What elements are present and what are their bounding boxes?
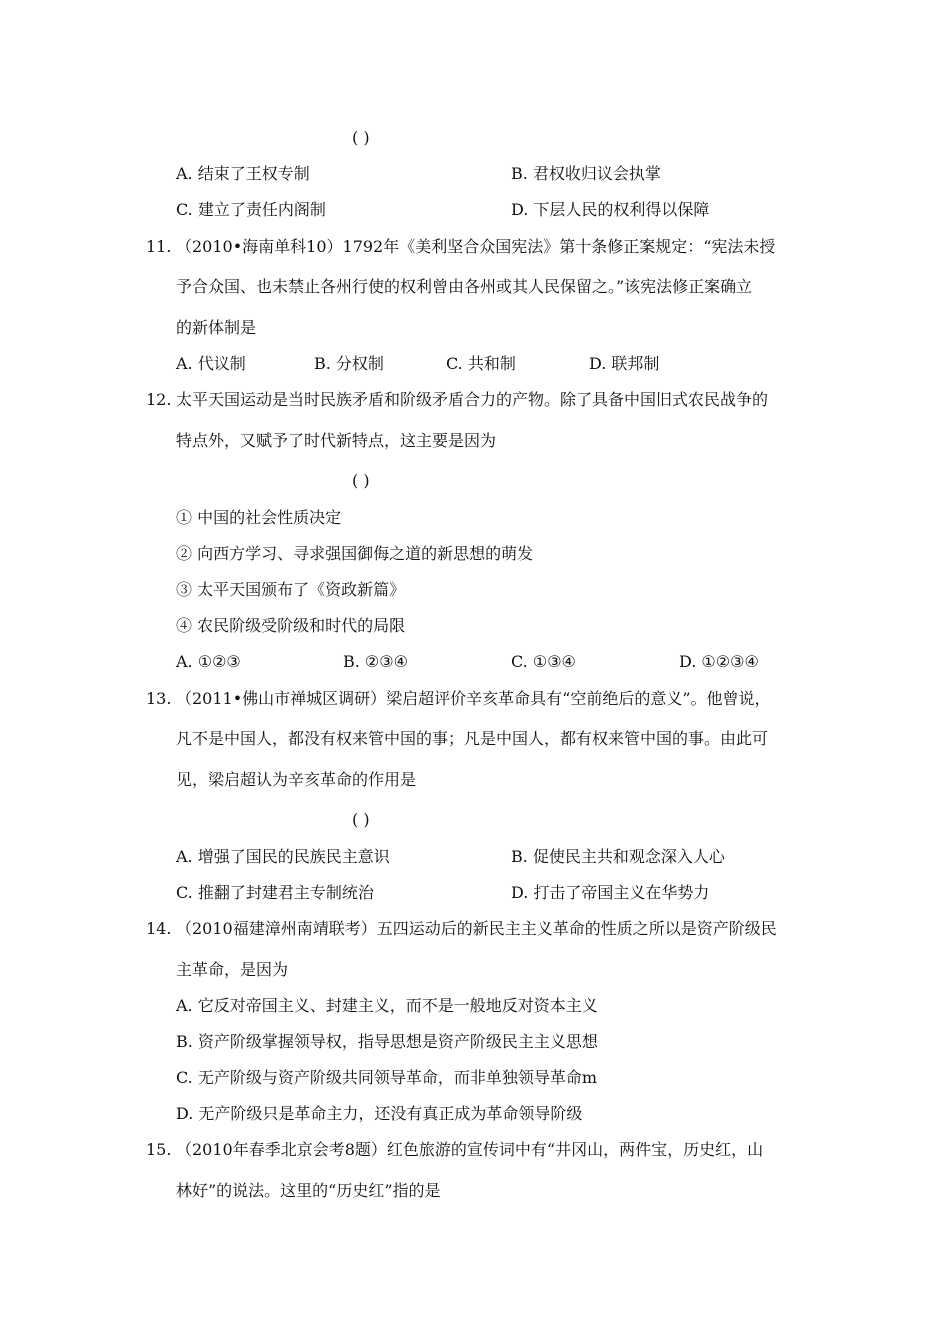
option-a: A. 增强了国民的民族民主意识 (176, 847, 390, 866)
option-a: A. 它反对帝国主义、封建主义，而不是一般地反对资本主义 (176, 996, 598, 1015)
statement-item: ① 中国的社会性质决定 (176, 508, 342, 527)
question-number: 11. (146, 237, 172, 256)
option-b: B. 分权制 (314, 354, 384, 373)
option-c: C. ①③④ (511, 652, 576, 671)
statement-item: ④ 农民阶级受阶级和时代的局限 (176, 616, 406, 635)
option-b: B. 促使民主共和观念深入人心 (511, 847, 725, 866)
option-a: A. ①②③ (176, 652, 241, 671)
option-c: C. 共和制 (446, 354, 516, 373)
question-number: 12. (146, 390, 172, 409)
question-text: 的新体制是 (176, 318, 257, 337)
question-text: 凡不是中国人，都没有权来管中国的事；凡是中国人，都有权来管中国的事。由此可 (176, 729, 769, 748)
option-d: D. 下层人民的权利得以保障 (511, 200, 710, 219)
option-b: B. 资产阶级掌握领导权，指导思想是资产阶级民主主义思想 (176, 1032, 598, 1051)
question-text: （2011•佛山市禅城区调研）梁启超评价辛亥革命具有“空前绝后的意义”。他曾说， (176, 689, 771, 708)
statement-item: ② 向西方学习、寻求强国御侮之道的新思想的萌发 (176, 544, 534, 563)
answer-bracket: ( ) (352, 128, 370, 147)
option-c: C. 建立了责任内阁制 (176, 200, 326, 219)
question-text: 主革命，是因为 (176, 960, 289, 979)
option-b: B. 君权收归议会执掌 (511, 164, 661, 183)
question-text: 太平天国运动是当时民族矛盾和阶级矛盾合力的产物。除了具备中国旧式农民战争的 (176, 390, 769, 409)
question-text: 林好”的说法。这里的“历史红”指的是 (176, 1181, 441, 1200)
option-c: C. 推翻了封建君主专制统治 (176, 883, 374, 902)
answer-bracket: ( ) (352, 471, 370, 490)
question-number: 15. (146, 1140, 172, 1159)
option-d: D. 联邦制 (589, 354, 660, 373)
option-d: D. ①②③④ (679, 652, 759, 671)
option-d: D. 无产阶级只是革命主力，还没有真正成为革命领导阶级 (176, 1104, 583, 1123)
option-d: D. 打击了帝国主义在华势力 (511, 883, 710, 902)
question-text: 特点外，又赋予了时代新特点，这主要是因为 (176, 431, 497, 450)
answer-bracket: ( ) (352, 810, 370, 829)
option-c: C. 无产阶级与资产阶级共同领导革命，而非单独领导革命m (176, 1068, 598, 1087)
question-text: 予合众国、也未禁止各州行使的权利曾由各州或其人民保留之。”该宪法修正案确立 (176, 277, 753, 296)
question-number: 14. (146, 919, 172, 938)
option-b: B. ②③④ (343, 652, 408, 671)
option-a: A. 代议制 (176, 354, 246, 373)
option-a: A. 结束了王权专制 (176, 164, 310, 183)
question-text: （2010•海南单科10）1792年《美利坚合众国宪法》第十条修正案规定：“宪法未授 (176, 237, 776, 256)
question-text: （2010福建漳州南靖联考）五四运动后的新民主主义革命的性质之所以是资产阶级民 (176, 919, 777, 938)
question-text: 见，梁启超认为辛亥革命的作用是 (176, 770, 417, 789)
question-number: 13. (146, 689, 172, 708)
statement-item: ③ 太平天国颁布了《资政新篇》 (176, 580, 406, 599)
question-text: （2010年春季北京会考8题）红色旅游的宣传词中有“井冈山，两件宝，历史红，山 (176, 1140, 764, 1159)
